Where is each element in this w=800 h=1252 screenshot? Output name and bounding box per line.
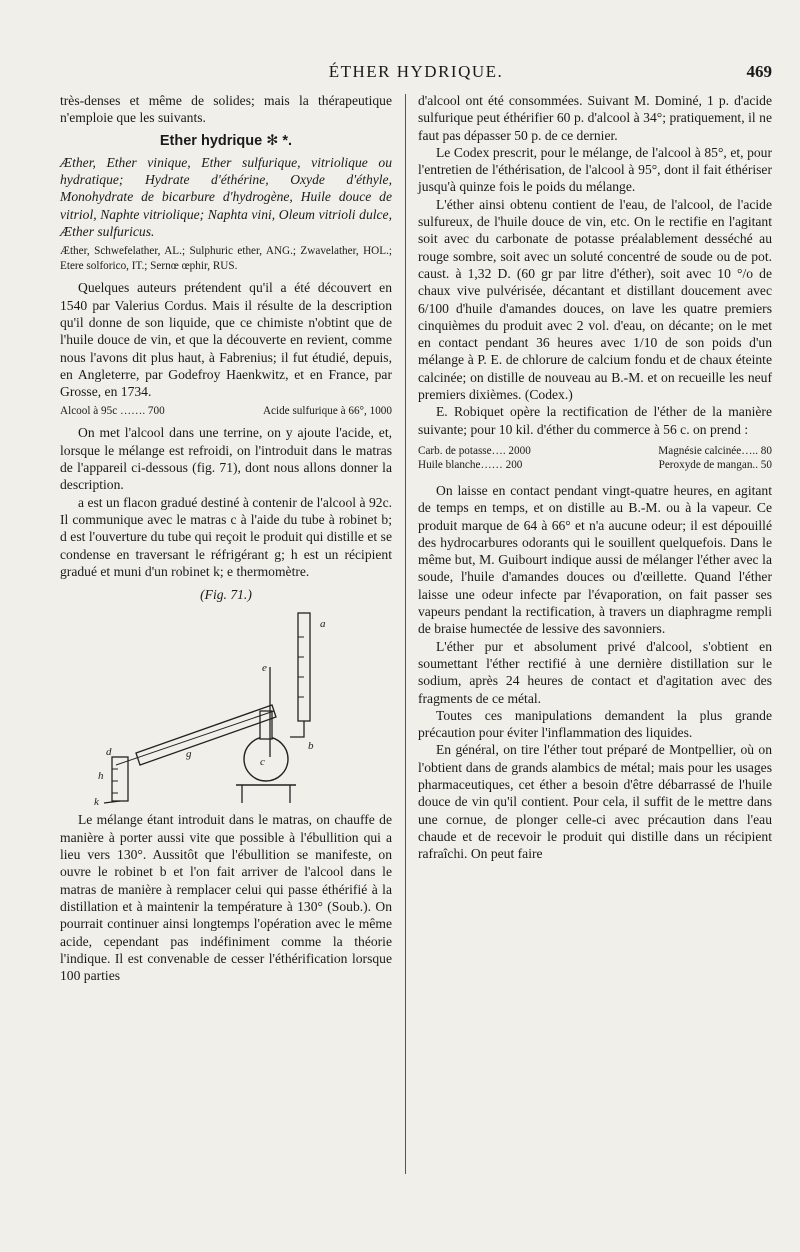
contact-paragraph: On laisse en contact pendant vingt-quatre heures, en agitant de temps en temps, et on distille au B.-M. ou à la vapeur. Ce produit marque de 64 à 66° et n'a aucune odeur; il est dépouillé des hydrocarbures odorants qui le souillent quelquefois. Dans le même but, M. Guibourt indique aussi de mélanger l'éther avec la soude, l'huile d'amandes douces ou d'œillette. Quand l'éther laisse une odeur infecte par l'évaporation, on fait passer ses vapeurs pendant la rectification, à travers un diaphragme rempli de braise humectée de lessive des savonniers.: [418, 482, 772, 637]
reagents-row: [418, 444, 772, 458]
matras-c: [244, 737, 288, 781]
reagents-cell: Huile blanche…… 200: [418, 458, 523, 471]
method-paragraph: On met l'alcool dans une terrine, on y ajoute l'acide, et, lorsque le mélange est refroidi, on l'introduit dans le matras de l'appareil ci-dessous (fig. 71), dont nous allons donner la description.: [60, 425, 392, 493]
tube-b: [290, 721, 304, 737]
label-h: h: [98, 770, 104, 783]
rectification-paragraph: L'éther ainsi obtenu contient de l'eau, de l'alcool, de l'acide sulfureux, de l'huile douce de vin, etc. On le rectifie en l'agitant soit avec du carbonate de potasse préalablement desséché au rouge sombre, soit avec un soluté concentré de soude ou de pot. caust. à 1,32 D. (60 gr par litre d'éther), soit avec 10 °/o de chaux vive pulvérisée, décantant et distillant doucement avec 6/100 d'huile d'amandes douces, on lave les quatre premiers cinquièmes du produit avec 2 vol. d'eau, on décante; on le met en contact pendant 36 heures avec 1/10 de son poids d'un mélange à P. E. de chlorure de calcium fondu et de chaux éteinte calcinée; on distille de nouveau au B.-M. et on recueille les neuf premiers dixièmes. (Codex.): [418, 196, 772, 403]
reagents-table: [418, 444, 772, 472]
reagents-cell: Magnésie calcinée….. 80: [658, 444, 772, 457]
label-b: b: [308, 740, 314, 753]
label-g: g: [186, 748, 192, 761]
graduated-flask-a: [298, 613, 310, 721]
page-number: 469: [746, 62, 772, 81]
left-column: [60, 92, 392, 984]
label-k: k: [94, 796, 99, 808]
precaution-paragraph: Toutes ces manipulations demandent la plus grande précaution pour éviter l'inflammation des liquides.: [418, 707, 772, 741]
condenser-inner-tube: [116, 711, 274, 765]
reagents-cell: Carb. de potasse…. 2000: [418, 444, 531, 457]
apparatus-paragraph: a est un flacon gradué destiné à contenir de l'alcool à 92c. Il communique avec le matras c à l'aide du tube à robinet b; d est l'ouverture du tube qui reçoit le produit qui distille et se condense en traversant le réfrigérant g; h est un récipient gradué et muni d'un robinet k; e thermomètre.: [60, 494, 392, 579]
reagents-row: [418, 458, 772, 472]
continued-paragraph: d'alcool ont été consommées. Suivant M. Dominé, 1 p. d'acide sulfurique peut éthérifier 60 p. d'alcool à 34°; pratiquement, il ne faut pas dépasser 50 p. de ce dernier.: [418, 93, 772, 143]
translations-paragraph: Æther, Schwefelather, AL.; Sulphuric ether, ANG.; Zwavelather, HOL.; Etere solforico, IT.; Sernœ œphir, RUS.: [60, 245, 392, 272]
montpellier-paragraph: En général, on tire l'éther tout préparé de Montpellier, où on l'obtient dans de grands alambics de métal; mais pour les usages pharmaceutiques, cet éther a besoin d'être débarrassé de l'huile douce de vin qu'il contient. Pour cela, il suffit de le mettre dans une cornue, de plonger celle-ci avec précaution dans l'eau chaude et de recevoir le produit qui distille dans un récipient rafraîchi. On peut faire: [418, 742, 772, 862]
history-paragraph: Quelques auteurs prétendent qu'il a été découvert en 1540 par Valerius Cordus. Mais il résulte de la description qu'il donne de son liquide, que ce chimiste n'obtint que de l'huile douce de vin, et que la découverte en revient, comme nous l'avons dit plus haut, à Fabrenius; il fut étudié, depuis, en Angleterre, par Godefroy Haenkwitz, et en France, par Grosse, en 1734.: [60, 280, 392, 400]
reagents-cell: Peroxyde de mangan.. 50: [658, 458, 772, 471]
page-header: [60, 62, 772, 86]
formula-left: Alcool à 95c ……. 700: [60, 405, 165, 418]
distillation-apparatus-figure: [76, 607, 376, 807]
heating-paragraph: Le mélange étant introduit dans le matras, on chauffe de manière à porter aussi vite que possible à l'ébullition qui a lieu vers 130°. Aussitôt que l'ébullition se manifeste, on ouvre le robinet b et l'on fait arriver de l'alcool dans le matras de manière à remplacer celui qui passe éthérifié à la distillation et à maintenir la température à 130° (Soub.). On pourrait continuer ainsi longtemps l'opération avec le même acide, cependant pas indéfiniment comme la théorie l'indique. Il est convenable de cesser l'éthérification lorsque 100 parties: [60, 812, 392, 984]
formula-line: [60, 404, 392, 418]
pure-ether-paragraph: L'éther pur et absolument privé d'alcool, s'obtient en soumettant l'éther rectifié à une dernière distillation sur le sodium, après 24 heures de contact et d'agitation avec des fragments de ce métal.: [418, 638, 772, 706]
running-title: ÉTHER HYDRIQUE.: [328, 62, 504, 81]
column-divider: [405, 94, 406, 1174]
intro-paragraph: très-denses et même de solides; mais la thérapeutique n'emploie que les suivants.: [60, 93, 392, 126]
synonyms-paragraph: Æther, Ether vinique, Ether sulfurique, vitriolique ou hydratique; Hydrate d'éthérine, Oxyde d'éthyle, Monohydrate de bicarbure d'hydrogène, Huile douce de vitriol, Naphte vitriolique; Naphta vini, Oleum vitrioli dulce, Æther sulfuricus.: [60, 154, 392, 240]
section-heading: Ether hydrique ✻ *.: [159, 132, 293, 149]
label-c: c: [260, 756, 265, 769]
robiquet-paragraph: E. Robiquet opère la rectification de l'éther de la manière suivante; pour 10 kil. d'éther du commerce à 56 c. on prend :: [418, 404, 772, 437]
condenser-g: [136, 705, 276, 765]
formula-right: Acide sulfurique à 66°, 1000: [262, 405, 392, 418]
figure-caption: (Fig. 71.): [200, 587, 252, 603]
codex-paragraph: Le Codex prescrit, pour le mélange, de l'alcool à 85°, et, pour l'entretien de l'éthérisation, de l'alcool à 95°, dont il fait éthériser jusqu'à quinze fois le poids du mélange.: [418, 144, 772, 195]
label-d: d: [106, 746, 112, 759]
label-a: a: [320, 618, 326, 631]
label-e: e: [262, 662, 267, 675]
right-column: [418, 92, 772, 862]
